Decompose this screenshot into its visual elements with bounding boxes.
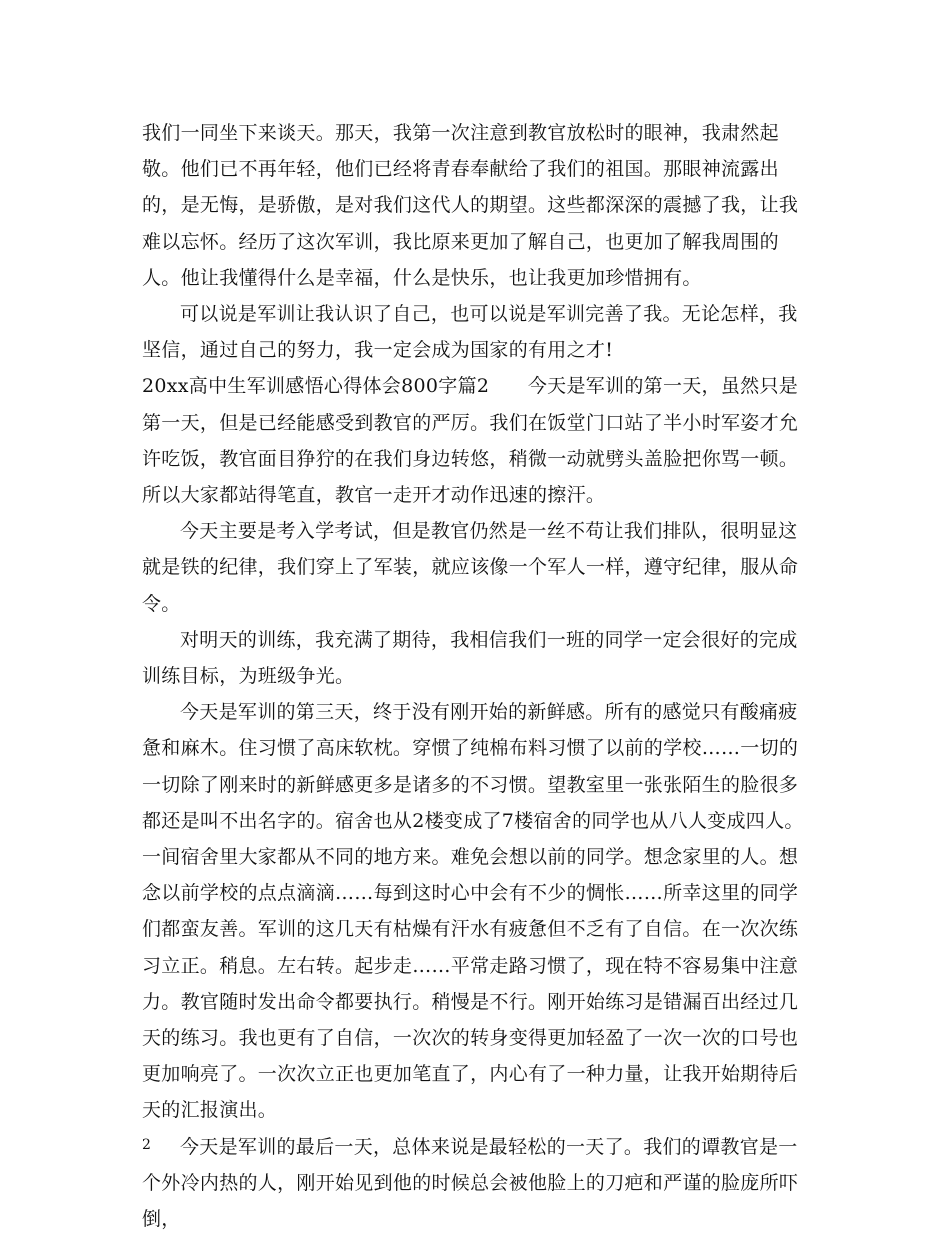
paragraph: 我们一同坐下来谈天。那天，我第一次注意到教官放松时的眼神，我肃然起敬。他们已不再年轻，他们已经将青春奉献给了我们的祖国。那眼神流露出的，是无悔，是骄傲，是对我们这代人的期望。这些都深深的震撼了我，让我难以忘怀。经历了这次军训，我比原来更加了解自己，也更加了解我周围的人。他让我懂得什么是幸福，什么是快乐，也让我更加珍惜拥有。: [142, 122, 799, 289]
body-text: [142, 115, 814, 1237]
paragraph: 今天是军训的第三天，终于没有刚开始的新鲜感。所有的感觉只有酸痛疲惫和麻木。住习惯了高床软枕。穿惯了纯棉布料习惯了以前的学校……一切的一切除了刚来时的新鲜感更多是诸多的不习惯。望教室里一张张陌生的脸很多都还是叫不出名字的。宿舍也从2楼变成了7楼宿舍的同学也从八人变成四人。一间宿舍里大家都从不同的地方来。难免会想以前的同学。想念家里的人。想念以前学校的点点滴滴……每到这时心中会有不少的惆怅……所幸这里的同学们都蛮友善。军训的这几天有枯燥有汗水有疲惫但不乏有了自信。在一次次练习立正。稍息。左右转。起步走……平常走路习惯了，现在特不容易集中注意力。教官随时发出命令都要执行。稍慢是不行。刚开始练习是错漏百出经过几天的练习。我也更有了自信，一次次的转身变得更加轻盈了一次一次的口号也更加响亮了。一次次立正也更加笔直了，内心有了一种力量，让我开始期待后天的汇报演出。: [142, 701, 804, 1122]
page-number: 2: [142, 1137, 151, 1153]
paragraph: 对明天的训练，我充满了期待，我相信我们一班的同学一定会很好的完成训练目标，为班级争光。: [142, 628, 798, 688]
paragraph: 今天主要是考入学考试，但是教官仍然是一丝不苟让我们排队，很明显这就是铁的纪律，我们穿上了军装，就应该像一个军人一样，遵守纪律，服从命令。: [142, 520, 799, 615]
paragraph: 今天是军训的最后一天，总体来说是最轻松的一天了。我们的谭教官是一个外冷内热的人，刚开始见到他的时候总会被他脸上的刀疤和严谨的脸庞所吓倒，: [142, 1135, 799, 1231]
paragraph-with-heading: 20xx高中生军训感悟心得体会800字篇2 今天是军训的第一天，虽然只是第一天，但是已经能感受到教官的严厉。我们在饭堂门口站了半小时军姿才允许吃饭，教官面目狰狞的在我们身边转悠，稍微一动就劈头盖脸把你骂一顿。所以大家都站得笔直，教官一走开才动作迅速的擦汗。: [142, 375, 799, 507]
paragraph: 可以说是军训让我认识了自己，也可以说是军训完善了我。无论怎样，我坚信，通过自己的努力，我一定会成为国家的有用之才!: [142, 303, 798, 362]
